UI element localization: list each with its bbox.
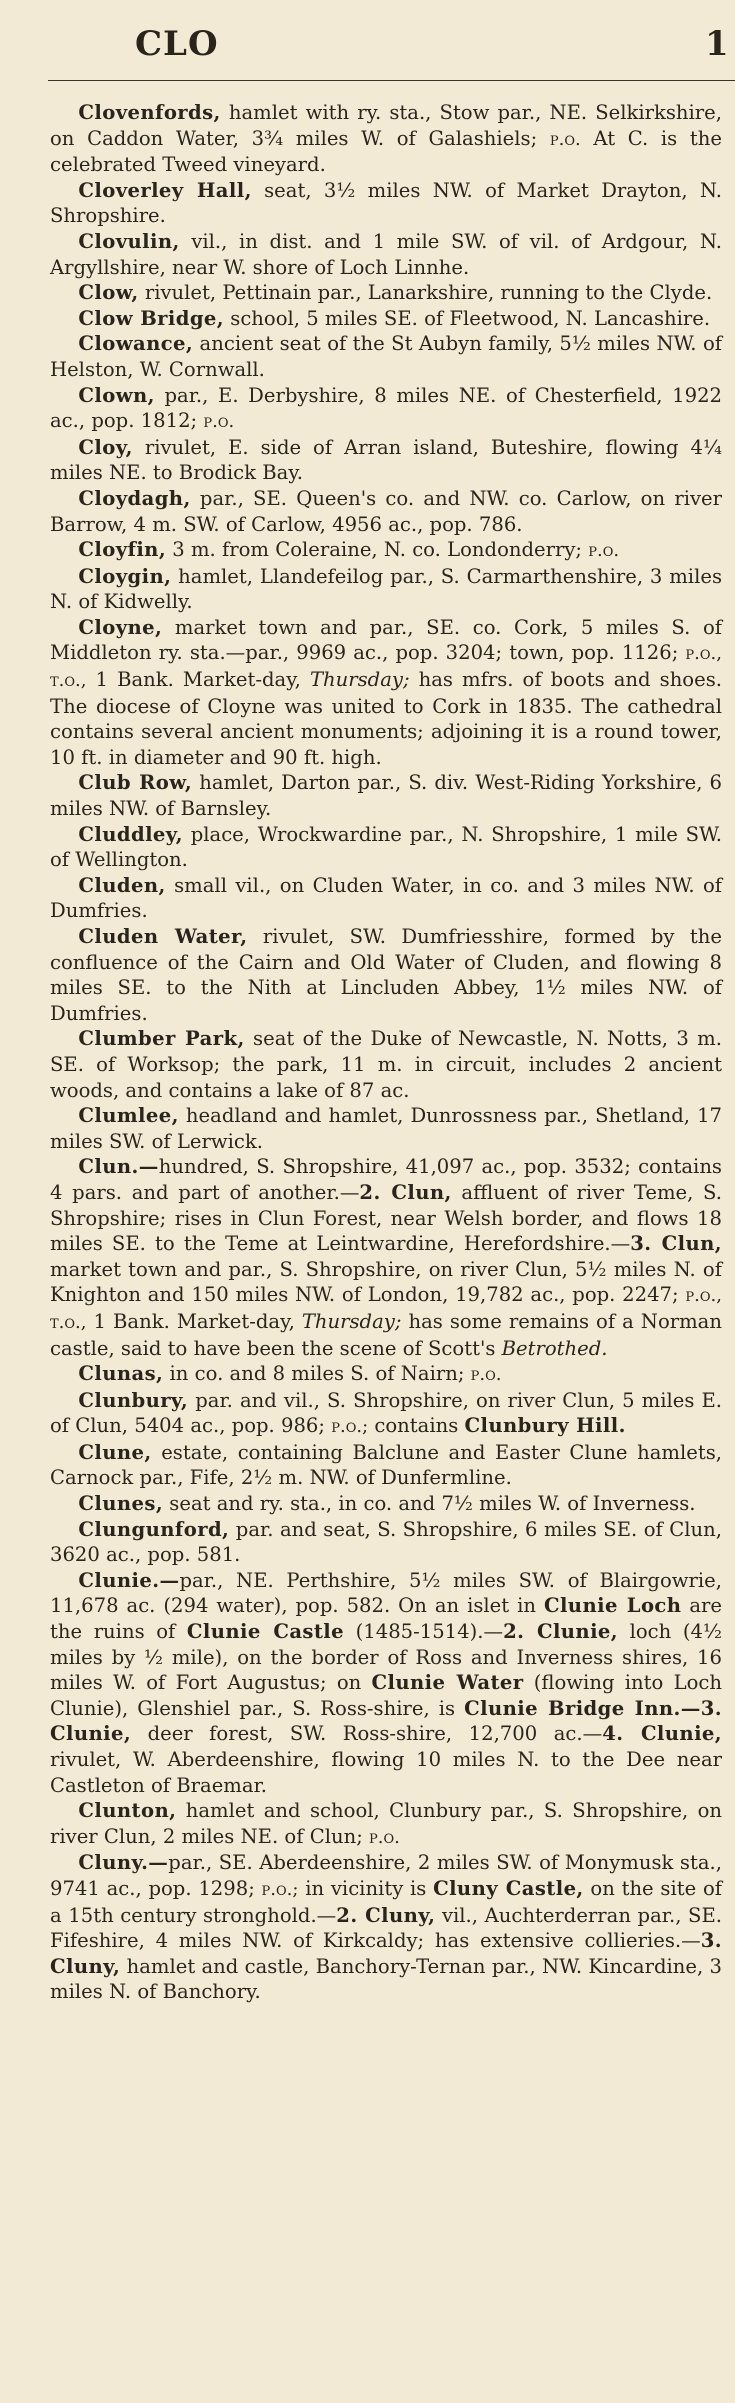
entry-headword: 3. Cluny,	[50, 1929, 722, 1978]
gazetteer-entry	[50, 1388, 722, 1440]
header-rule	[48, 80, 735, 81]
gazetteer-entry	[50, 486, 722, 537]
entry-text: market town and par., S. Shropshire, on river Clun, 5½ miles N. of Knighton and 150 miles NW. of London, 19,782 ac., pop. 2247;	[50, 1257, 722, 1307]
entry-text: hamlet and castle, Banchory-Ternan par., NW. Kincardine, 3 miles N. of Banchory.	[50, 1954, 722, 2004]
entry-italic-text: Betrothed.	[501, 1336, 608, 1360]
entry-text: hamlet, Darton par., S. div. West-Riding Yorkshire, 6 miles NW. of Barnsley.	[50, 771, 722, 821]
entry-text: hamlet with ry. sta., Stow par., NE. Selkirkshire, on Caddon Water, 3¾ miles W. of Galashiels;	[50, 101, 722, 150]
entry-headword: 2. Cluny,	[336, 1903, 436, 1927]
gazetteer-entry	[50, 435, 722, 486]
entry-abbreviation: p.o.	[470, 1364, 502, 1386]
gazetteer-entry	[50, 615, 722, 771]
gazetteer-entry	[50, 1568, 722, 1798]
entry-text: par., SE. Aberdeenshire, 2 miles SW. of Monymusk sta., 9741 ac., pop. 1298;	[50, 1851, 722, 1900]
entry-headword: 3. Clun,	[630, 1232, 723, 1256]
entry-abbreviation: p.o.	[549, 128, 581, 150]
entry-headword: Club Row,	[78, 771, 193, 795]
entry-headword: 2. Clun,	[359, 1180, 452, 1204]
entry-headword: Cloygin,	[78, 564, 172, 588]
gazetteer-entry	[50, 1491, 722, 1517]
entry-text: rivulet, SW. Dumfriesshire, formed by the confluence of the Cairn and Old Water of Cluden, and flowing 8 miles SE. to the Nith at Lincluden Abbey, 1½ miles NW. of Dumfries.	[50, 925, 722, 1025]
entry-headword: Clunton,	[78, 1799, 177, 1823]
entry-headword: Cluny.—	[78, 1851, 169, 1875]
entry-text: hundred, S. Shropshire, 41,097 ac., pop. 3532; contains 4 pars. and part of another.—	[50, 1155, 722, 1204]
entry-text: 1 Bank. Market-day,	[86, 1309, 302, 1333]
entry-text: place, Wrockwardine par., N. Shropshire, 1 mile SW. of Wellington.	[50, 822, 722, 872]
entry-headword: Cluden,	[78, 873, 166, 897]
entry-headword: Clunie.—	[78, 1568, 180, 1592]
entry-headword: Clungunford,	[78, 1517, 230, 1541]
entry-headword: Clowance,	[78, 332, 194, 356]
entry-text: on the site of a 15th century stronghold.—	[50, 1876, 722, 1927]
gazetteer-entry	[50, 1103, 722, 1154]
entry-text: vil., Auchterderran par., SE. Fifeshire, 4 miles NW. of Kirkcaldy; has extensive collieries.—	[50, 1903, 722, 1953]
entry-headword: Clunie Bridge Inn.—3. Clunie,	[50, 1696, 722, 1746]
entry-headword: Clumber Park,	[78, 1027, 245, 1051]
gazetteer-entry	[50, 873, 722, 924]
entry-headword: Clunie Castle	[186, 1620, 345, 1644]
gazetteer-entry	[50, 1440, 722, 1491]
entry-text: par. and seat, S. Shropshire, 6 miles SE. of Clun, 3620 ac., pop. 581.	[50, 1517, 722, 1567]
entry-text: At C. is the celebrated Tweed vineyard.	[50, 126, 722, 177]
entry-headword: Clune,	[78, 1440, 152, 1464]
entry-headword: Cluden Water,	[78, 925, 248, 948]
entry-text: hamlet and school, Clunbury par., S. Shropshire, on river Clun, 2 miles NE. of Clun;	[50, 1799, 722, 1848]
entry-text: market town and par., SE. co. Cork, 5 miles S. of Middleton ry. sta.—par., 9969 ac., pop. 3204; town, pop. 1126;	[50, 615, 722, 665]
entry-abbreviation: p.o.	[369, 1826, 400, 1848]
entry-headword: Cloydagh,	[78, 486, 191, 510]
entry-headword: 2. Clunie,	[503, 1620, 619, 1644]
entry-headword: Clunes,	[78, 1492, 164, 1516]
entry-text: hamlet, Llandefeilog par., S. Carmarthenshire, 3 miles N. of Kidwelly.	[50, 564, 722, 614]
entry-text: deer forest, SW. Ross-shire, 12,700 ac.—	[131, 1722, 603, 1746]
entry-text: 1 Bank. Market-day,	[86, 668, 310, 692]
gazetteer-entry	[50, 383, 722, 435]
entry-text: estate, containing Balclune and Easter Clune hamlets, Carnock par., Fife, 2½ m. NW. of Dunfermline.	[50, 1440, 722, 1490]
gazetteer-entry	[50, 331, 722, 382]
entry-headword: Cloyne,	[78, 615, 163, 639]
gazetteer-entry	[50, 1361, 722, 1388]
gazetteer-entry	[50, 1517, 722, 1568]
gazetteer-entry	[50, 280, 722, 306]
entry-headword: Clunie Loch	[543, 1594, 682, 1618]
entry-headword: Clow Bridge,	[78, 306, 225, 330]
entry-text: in vicinity is	[298, 1876, 434, 1900]
entry-text: school, 5 miles SE. of Fleetwood, N. Lancashire.	[224, 306, 711, 330]
entry-abbreviation: p.o.	[588, 540, 620, 562]
entry-abbreviation: p.o., t.o.,	[50, 1285, 722, 1333]
gazetteer-entry	[50, 1850, 722, 2005]
page-header	[0, 20, 735, 76]
entry-text: seat, 3½ miles NW. of Market Drayton, N. Shropshire.	[50, 178, 722, 228]
entry-text: headland and hamlet, Dunrossness par., Shetland, 17 miles SW. of Lerwick.	[50, 1104, 722, 1153]
entry-text: rivulet, E. side of Arran island, Buteshire, flowing 4¼ miles NE. to Brodick Bay.	[50, 435, 722, 485]
entry-text: par., NE. Perthshire, 5½ miles SW. of Blairgowrie, 11,678 ac. (294 water), pop. 582. On an islet in	[50, 1568, 722, 1618]
entry-text: in co. and 8 miles S. of Nairn;	[163, 1362, 471, 1386]
entry-headword: Clow,	[78, 281, 139, 305]
entry-abbreviation: p.o.;	[261, 1878, 299, 1900]
entry-headword: Clovenfords,	[78, 101, 221, 124]
entry-headword: Clunbury,	[78, 1388, 189, 1412]
entry-headword: Cluny Castle,	[433, 1876, 584, 1900]
page-number: 1	[705, 24, 729, 64]
entry-italic-text: Thursday;	[309, 668, 410, 692]
entry-abbreviation: p.o.;	[331, 1416, 369, 1438]
entries-column	[50, 100, 722, 2005]
gazetteer-entry	[50, 1026, 722, 1103]
entry-text: 3 m. from Coleraine, N. co. Londonderry;	[166, 538, 589, 562]
entry-text: loch (4½ miles by ½ mile), on the border of Ross and Inverness shires, 16 miles W. of Fort Augustus; on	[50, 1620, 722, 1695]
entry-abbreviation: p.o., t.o.,	[50, 643, 722, 692]
entry-text: rivulet, W. Aberdeenshire, flowing 10 miles N. to the Dee near Castleton of Braemar.	[50, 1748, 722, 1797]
entry-text: has some remains of a Norman castle, said to have been the scene of Scott's	[50, 1309, 722, 1360]
entry-headword: 4. Clunie,	[602, 1722, 723, 1746]
entry-abbreviation: p.o.	[203, 411, 235, 433]
entry-text: has mfrs. of boots and shoes. The diocese of Cloyne was united to Cork in 1835. The cathedral contains several ancient monuments; adjoining it is a round tower, 10 ft. in diameter and 90 ft. high.	[50, 668, 722, 769]
entry-headword: Clovulin,	[78, 229, 180, 253]
gazetteer-entry	[50, 1154, 722, 1361]
gazetteer-entry	[50, 924, 722, 1026]
entry-text: ancient seat of the St Aubyn family, 5½ miles NW. of Helston, W. Cornwall.	[50, 332, 722, 381]
entry-headword: Clumlee,	[78, 1104, 179, 1128]
gazetteer-entry	[50, 822, 722, 873]
entry-headword: Cloyfin,	[78, 538, 167, 562]
gazetteer-entry	[50, 770, 722, 821]
entry-text: par., SE. Queen's co. and NW. co. Carlow, on river Barrow, 4 m. SW. of Carlow, 4956 ac., pop. 786.	[50, 486, 722, 536]
gazetteer-entry	[50, 1798, 722, 1850]
entry-text: vil., in dist. and 1 mile SW. of vil. of Ardgour, N. Argyllshire, near W. shore of Loch Linnhe.	[50, 229, 722, 279]
gazetteer-entry	[50, 564, 722, 615]
entry-text: small vil., on Cluden Water, in co. and 3 miles NW. of Dumfries.	[50, 873, 722, 923]
entry-headword: Cloverley Hall,	[78, 178, 252, 202]
entry-headword: Clunas,	[78, 1362, 164, 1386]
entry-text: (flowing into Loch Clunie), Glenshiel par., S. Ross-shire, is	[50, 1671, 723, 1720]
entry-italic-text: Thursday;	[301, 1309, 402, 1333]
gazetteer-entry	[50, 306, 722, 332]
entry-headword: Clown,	[78, 383, 155, 407]
entry-text: par., E. Derbyshire, 8 miles NE. of Chesterfield, 1922 ac., pop. 1812;	[50, 383, 722, 433]
entry-headword: Clunbury Hill.	[464, 1414, 626, 1438]
entry-headword: Clunie Water	[371, 1671, 524, 1695]
entry-text: are the ruins of	[50, 1594, 722, 1644]
gazetteer-entry	[50, 100, 722, 178]
gazetteer-entry	[50, 229, 722, 280]
entry-headword: Cloy,	[78, 435, 133, 459]
entry-headword: Cluddley,	[78, 822, 183, 846]
entry-text: rivulet, Pettinain par., Lanarkshire, running to the Clyde.	[138, 281, 713, 305]
gazetteer-entry	[50, 537, 722, 564]
entry-text: affluent of river Teme, S. Shropshire; rises in Clun Forest, near Welsh border, and flows 18 miles SE. to the Teme at Leintwardine, Herefordshire.—	[50, 1180, 723, 1256]
entry-text: seat of the Duke of Newcastle, N. Notts, 3 m. SE. of Worksop; the park, 11 m. in circuit, includes 2 ancient woods, and contains a lake of 87 ac.	[50, 1027, 722, 1102]
entry-text: contains	[368, 1414, 465, 1438]
running-headword: CLO	[135, 24, 219, 64]
entry-headword: Clun.—	[78, 1155, 159, 1179]
entry-text: seat and ry. sta., in co. and 7½ miles W. of Inverness.	[163, 1492, 696, 1516]
entry-text: par. and vil., S. Shropshire, on river Clun, 5 miles E. of Clun, 5404 ac., pop. 986;	[50, 1388, 722, 1438]
gazetteer-entry	[50, 178, 722, 229]
entry-text: (1485-1514).—	[344, 1620, 504, 1644]
